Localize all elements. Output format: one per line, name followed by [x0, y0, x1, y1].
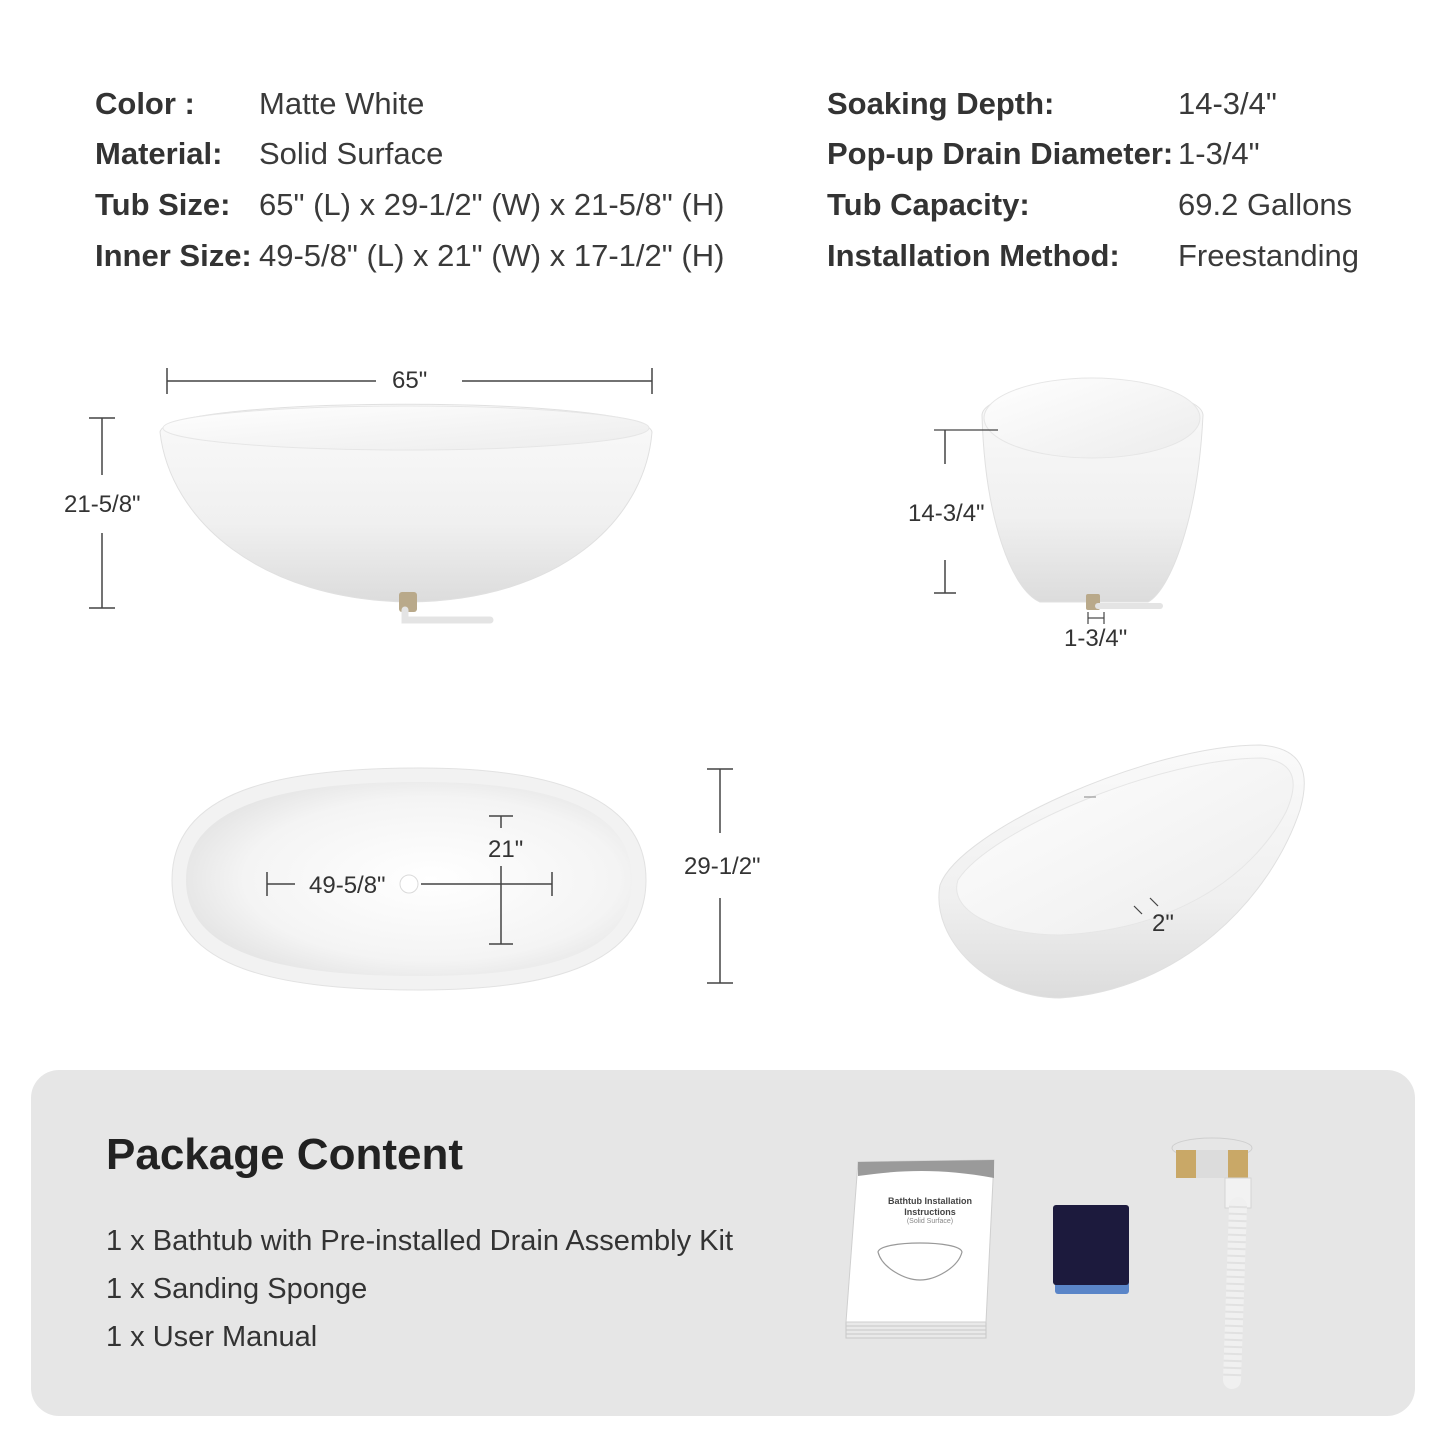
spec-label-soaking-depth: Soaking Depth:: [827, 86, 1055, 121]
dim-wall-thickness: 2": [1152, 910, 1174, 937]
dim-inner-width: 21": [488, 836, 524, 863]
spec-value-installation: Freestanding: [1178, 238, 1359, 273]
package-title: Package Content: [106, 1130, 463, 1179]
package-item-manual: 1 x User Manual: [106, 1321, 318, 1353]
dim-inner-length: 49-5/8": [309, 872, 386, 899]
spec-value-soaking-depth: 14-3/4": [1178, 86, 1277, 121]
spec-label-tub-capacity: Tub Capacity:: [827, 187, 1030, 222]
dim-front-length: 65": [392, 367, 428, 394]
dim-front-height: 21-5/8": [64, 491, 141, 518]
spec-label-tub-size: Tub Size:: [95, 187, 231, 222]
dim-drain-diameter: 1-3/4": [1064, 625, 1128, 652]
spec-value-color: Matte White: [259, 86, 425, 121]
spec-label-installation: Installation Method:: [827, 238, 1120, 273]
manual-cover-title: Bathtub Installation Instructions: [888, 1196, 972, 1217]
sanding-sponge-image: [1053, 1205, 1129, 1294]
spec-label-color: Color :: [95, 86, 195, 121]
spec-label-drain-diameter: Pop-up Drain Diameter:: [827, 136, 1174, 171]
spec-value-tub-capacity: 69.2 Gallons: [1178, 187, 1353, 222]
user-manual-image: [846, 1160, 994, 1338]
manual-cover-subtitle: (Solid Surface): [906, 1218, 954, 1225]
spec-label-inner-size: Inner Size:: [95, 238, 252, 273]
dim-soaking-depth: 14-3/4": [908, 500, 985, 527]
spec-value-inner-size: 49-5/8" (L) x 21" (W) x 17-1/2" (H): [259, 238, 725, 273]
spec-value-material: Solid Surface: [259, 136, 444, 171]
package-item-bathtub: 1 x Bathtub with Pre-installed Drain Assembly Kit: [106, 1225, 733, 1257]
spec-label-material: Material:: [95, 136, 223, 171]
drain-kit-image: [1172, 1138, 1252, 1380]
spec-value-tub-size: 65" (L) x 29-1/2" (W) x 21-5/8" (H): [259, 187, 725, 222]
package-item-sponge: 1 x Sanding Sponge: [106, 1273, 368, 1305]
spec-value-drain-diameter: 1-3/4": [1178, 136, 1260, 171]
dim-top-width: 29-1/2": [684, 853, 761, 880]
